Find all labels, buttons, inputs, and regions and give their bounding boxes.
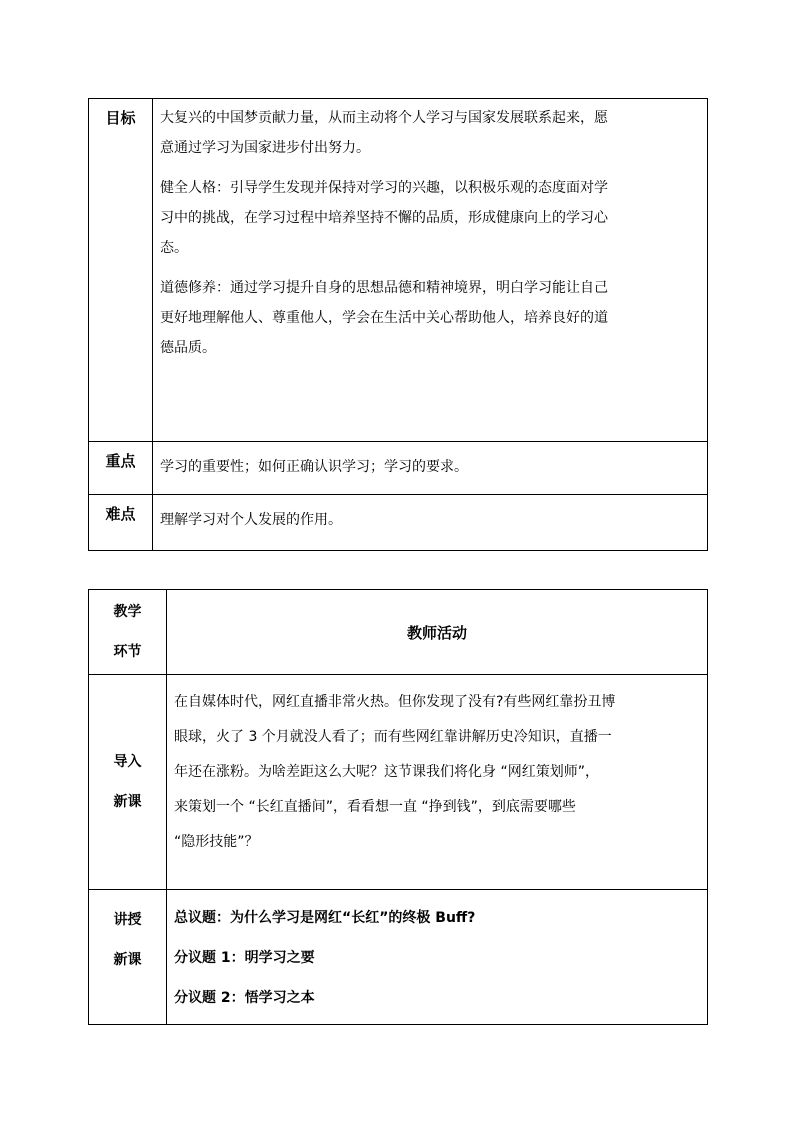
stage-header-cell xyxy=(89,590,167,675)
difficulty-label: 难点 xyxy=(105,505,136,523)
goal-line: 道德修养：通过学习提升自身的思想品德和精神境界，明白学习能让自己 xyxy=(160,280,608,296)
objectives-table xyxy=(88,98,708,551)
sub-topic: 分议题 2：悟学习之本 xyxy=(174,990,315,1006)
goal-row xyxy=(89,99,708,442)
main-topic: 总议题：为什么学习是网红“长红”的终极 Buff? xyxy=(174,910,476,926)
difficulty-content-cell xyxy=(153,495,708,551)
goal-line: 健全人格：引导学生发现并保持对学习的兴趣，以积极乐观的态度面对学 xyxy=(160,180,608,196)
intro-line: 眼球，火了 3 个月就没人看了；而有些网红靠讲解历史冷知识，直播一 xyxy=(174,729,612,745)
key-points-text: 学习的重要性；如何正确认识学习；学习的要求。 xyxy=(160,459,468,475)
goal-line: 更好地理解他人、尊重他人，学会在生活中关心帮助他人，培养良好的道 xyxy=(160,310,608,326)
goal-content-cell xyxy=(153,99,708,442)
stage-header-line: 教学 xyxy=(113,604,142,620)
intro-line: 在自媒体时代，网红直播非常火热。但你发现了没有?有些网红靠扮丑博 xyxy=(174,694,616,710)
goal-paragraph xyxy=(160,173,701,263)
difficulty-label-cell xyxy=(89,495,153,551)
teaching-label-cell xyxy=(89,890,167,1025)
teacher-activity-header: 教师活动 xyxy=(406,623,467,642)
goal-line: 德品质。 xyxy=(160,340,216,356)
header-row xyxy=(89,590,708,675)
key-points-content-cell xyxy=(153,442,708,495)
key-points-label: 重点 xyxy=(105,452,136,470)
intro-line: 来策划一个 “长红直播间”，看看想一直 “挣到钱”，到底需要哪些 xyxy=(174,799,576,815)
teaching-content-cell xyxy=(167,890,708,1025)
goal-paragraph xyxy=(160,103,701,163)
intro-label-line: 导入 xyxy=(113,754,142,770)
goal-paragraph xyxy=(160,273,701,363)
intro-label-line: 新课 xyxy=(113,794,142,810)
difficulty-text: 理解学习对个人发展的作用。 xyxy=(160,512,342,528)
teaching-label-line: 讲授 xyxy=(113,912,142,928)
goal-line: 态。 xyxy=(160,240,188,256)
intro-label-cell xyxy=(89,675,167,890)
difficulty-row xyxy=(89,495,708,551)
sub-topic: 分议题 1：明学习之要 xyxy=(174,950,315,966)
key-points-row xyxy=(89,442,708,495)
goal-label-cell xyxy=(89,99,153,442)
teaching-row xyxy=(89,890,708,1025)
teacher-activity-header-cell xyxy=(167,590,708,675)
teaching-label-line: 新课 xyxy=(113,952,142,968)
intro-content-cell xyxy=(167,675,708,890)
activity-table xyxy=(88,589,708,1025)
intro-row xyxy=(89,675,708,890)
stage-header-line: 环节 xyxy=(113,644,142,660)
goal-line: 大复兴的中国梦贡献力量，从而主动将个人学习与国家发展联系起来，愿 xyxy=(160,110,608,126)
goal-label: 目标 xyxy=(105,109,136,127)
goal-line: 意通过学习为国家进步付出努力。 xyxy=(160,140,370,156)
goal-line: 习中的挑战，在学习过程中培养坚持不懈的品质，形成健康向上的学习心 xyxy=(160,210,608,226)
intro-line: 年还在涨粉。为啥差距这么大呢？这节课我们将化身 “网红策划师”， xyxy=(174,764,599,780)
intro-line: “隐形技能”？ xyxy=(174,834,259,850)
key-points-label-cell xyxy=(89,442,153,495)
